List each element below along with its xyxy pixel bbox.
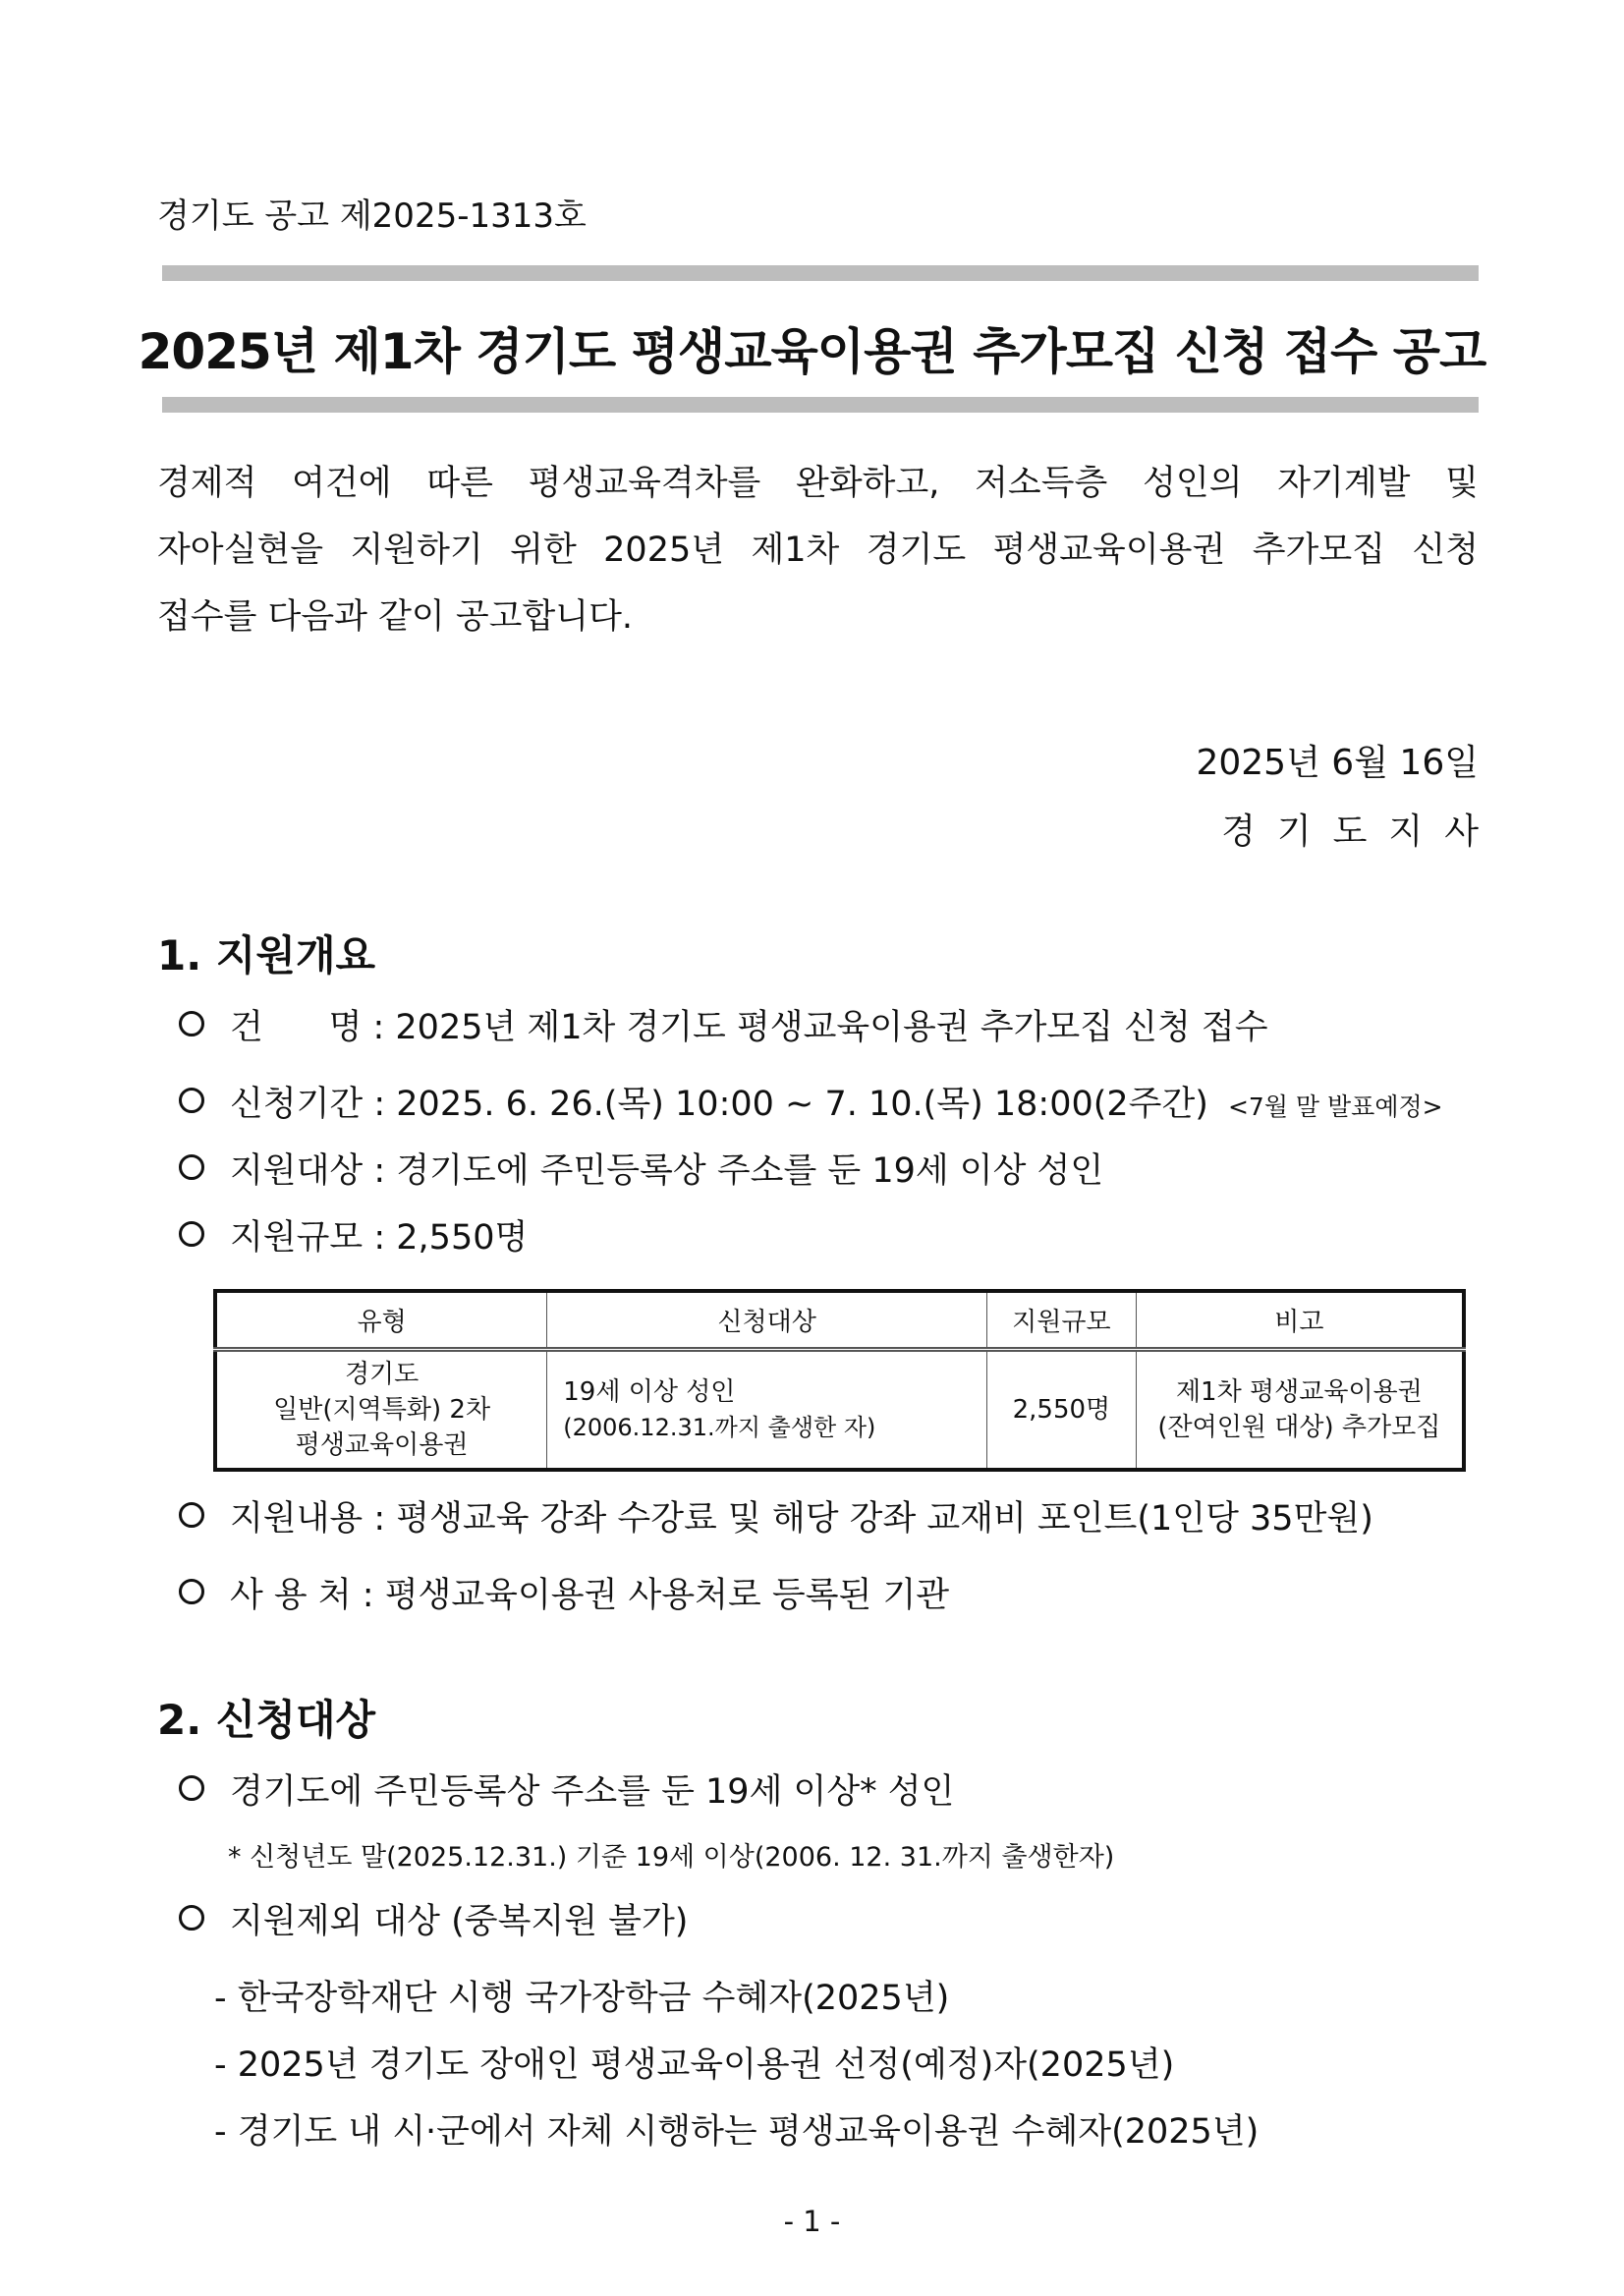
table-row [215,1350,1464,1471]
remark-line: 제1차 평생교육이용권 [1175,1377,1423,1407]
exclusion-item: - 경기도 내 시·군에서 자체 시행하는 평생교육이용권 수혜자(2025년) [214,2112,1260,2152]
section-heading-eligibility: 2. 신청대상 [157,1696,376,1744]
section-heading-overview: 1. 지원개요 [157,931,376,980]
page-number: - 1 - [783,2205,841,2238]
intro-line-2: 자아실현을 지원하기 위한 2025년 제1차 경기도 평생교육이용권 추가모집 신청 [157,531,1479,570]
intro-paragraph [157,450,1479,650]
overview-item-text: 지원대상 : 경기도에 주민등록상 주소를 둔 19세 이상 성인 [230,1151,1104,1191]
intro-line-1: 경제적 여건에 따른 평생교육격차를 완화하고, 저소득층 성인의 자기계발 및 [157,464,1479,503]
overview-item-text: 신청기간 : 2025. 6. 26.(목) 10:00 ~ 7. 10.(목) 18:00(2주간) [230,1085,1208,1124]
table-cell-target [547,1350,987,1471]
document-title: 2025년 제1차 경기도 평생교육이용권 추가모집 신청 접수 공고 [138,323,1486,380]
overview-item-text: 건 명 : 2025년 제1차 경기도 평생교육이용권 추가모집 신청 접수 [230,1008,1268,1047]
circle-bullet-icon [179,1154,204,1180]
circle-bullet-icon [179,1775,204,1801]
circle-bullet-icon [179,1905,204,1931]
notice-number: 경기도 공고 제2025-1313호 [157,196,587,236]
circle-bullet-icon [179,1221,204,1247]
overview-item-text: 사 용 처 : 평생교육이용권 사용처로 등록된 기관 [230,1576,950,1615]
circle-bullet-icon [179,1088,204,1113]
notice-signer: 경기도지사 [1221,812,1500,852]
overview-item-usage [179,1568,949,1617]
table-header-cell: 지원규모 [987,1291,1137,1350]
exclusion-item: - 2025년 경기도 장애인 평생교육이용권 선정(예정)자(2025년) [214,2045,1175,2085]
table-header-cell: 유형 [215,1291,547,1350]
eligibility-footnote: * 신청년도 말(2025.12.31.) 기준 19세 이상(2006. 12. 31.까지 출생한자) [228,1842,1115,1873]
type-line: 경기도 [344,1360,420,1389]
announcement-note: <7월 말 발표예정> [1227,1092,1443,1121]
title-bottom-rule [162,397,1479,413]
intro-line-3: 접수를 다음과 같이 공고합니다. [157,597,634,637]
table-header-cell: 비고 [1136,1291,1464,1350]
overview-item-name [179,1000,1268,1049]
circle-bullet-icon [179,1011,204,1036]
table-header-row [215,1291,1464,1350]
type-line: 일반(지역특화) 2차 [273,1395,491,1425]
type-line: 평생교육이용권 [295,1430,469,1460]
circle-bullet-icon [179,1579,204,1604]
overview-item-scale [179,1210,528,1260]
circle-bullet-icon [179,1502,204,1528]
target-line: (2006.12.31.까지 출생한 자) [563,1414,876,1441]
table-cell-type [215,1350,547,1471]
eligibility-item-text: 경기도에 주민등록상 주소를 둔 19세 이상* 성인 [230,1772,955,1812]
table-cell-remark [1136,1350,1464,1471]
table-header-cell: 신청대상 [547,1291,987,1350]
title-top-rule [162,265,1479,281]
support-table [213,1289,1466,1472]
overview-item-period [179,1077,1443,1126]
table-cell-scale: 2,550명 [987,1350,1137,1471]
notice-date: 2025년 6월 16일 [1196,743,1479,783]
overview-item-content [179,1491,1373,1540]
exclusion-item: - 한국장학재단 시행 국가장학금 수혜자(2025년) [214,1979,950,2018]
overview-item-target [179,1144,1103,1193]
target-line: 19세 이상 성인 [563,1377,736,1407]
overview-item-text: 지원내용 : 평생교육 강좌 수강료 및 해당 강좌 교재비 포인트(1인당 35만원) [230,1499,1373,1539]
eligibility-item-resident [179,1764,954,1814]
eligibility-item-exclusion [179,1894,688,1943]
overview-item-text: 지원규모 : 2,550명 [230,1218,529,1258]
eligibility-item-text: 지원제외 대상 (중복지원 불가) [230,1902,689,1941]
remark-line: (잔여인원 대상) 추가모집 [1157,1413,1441,1442]
